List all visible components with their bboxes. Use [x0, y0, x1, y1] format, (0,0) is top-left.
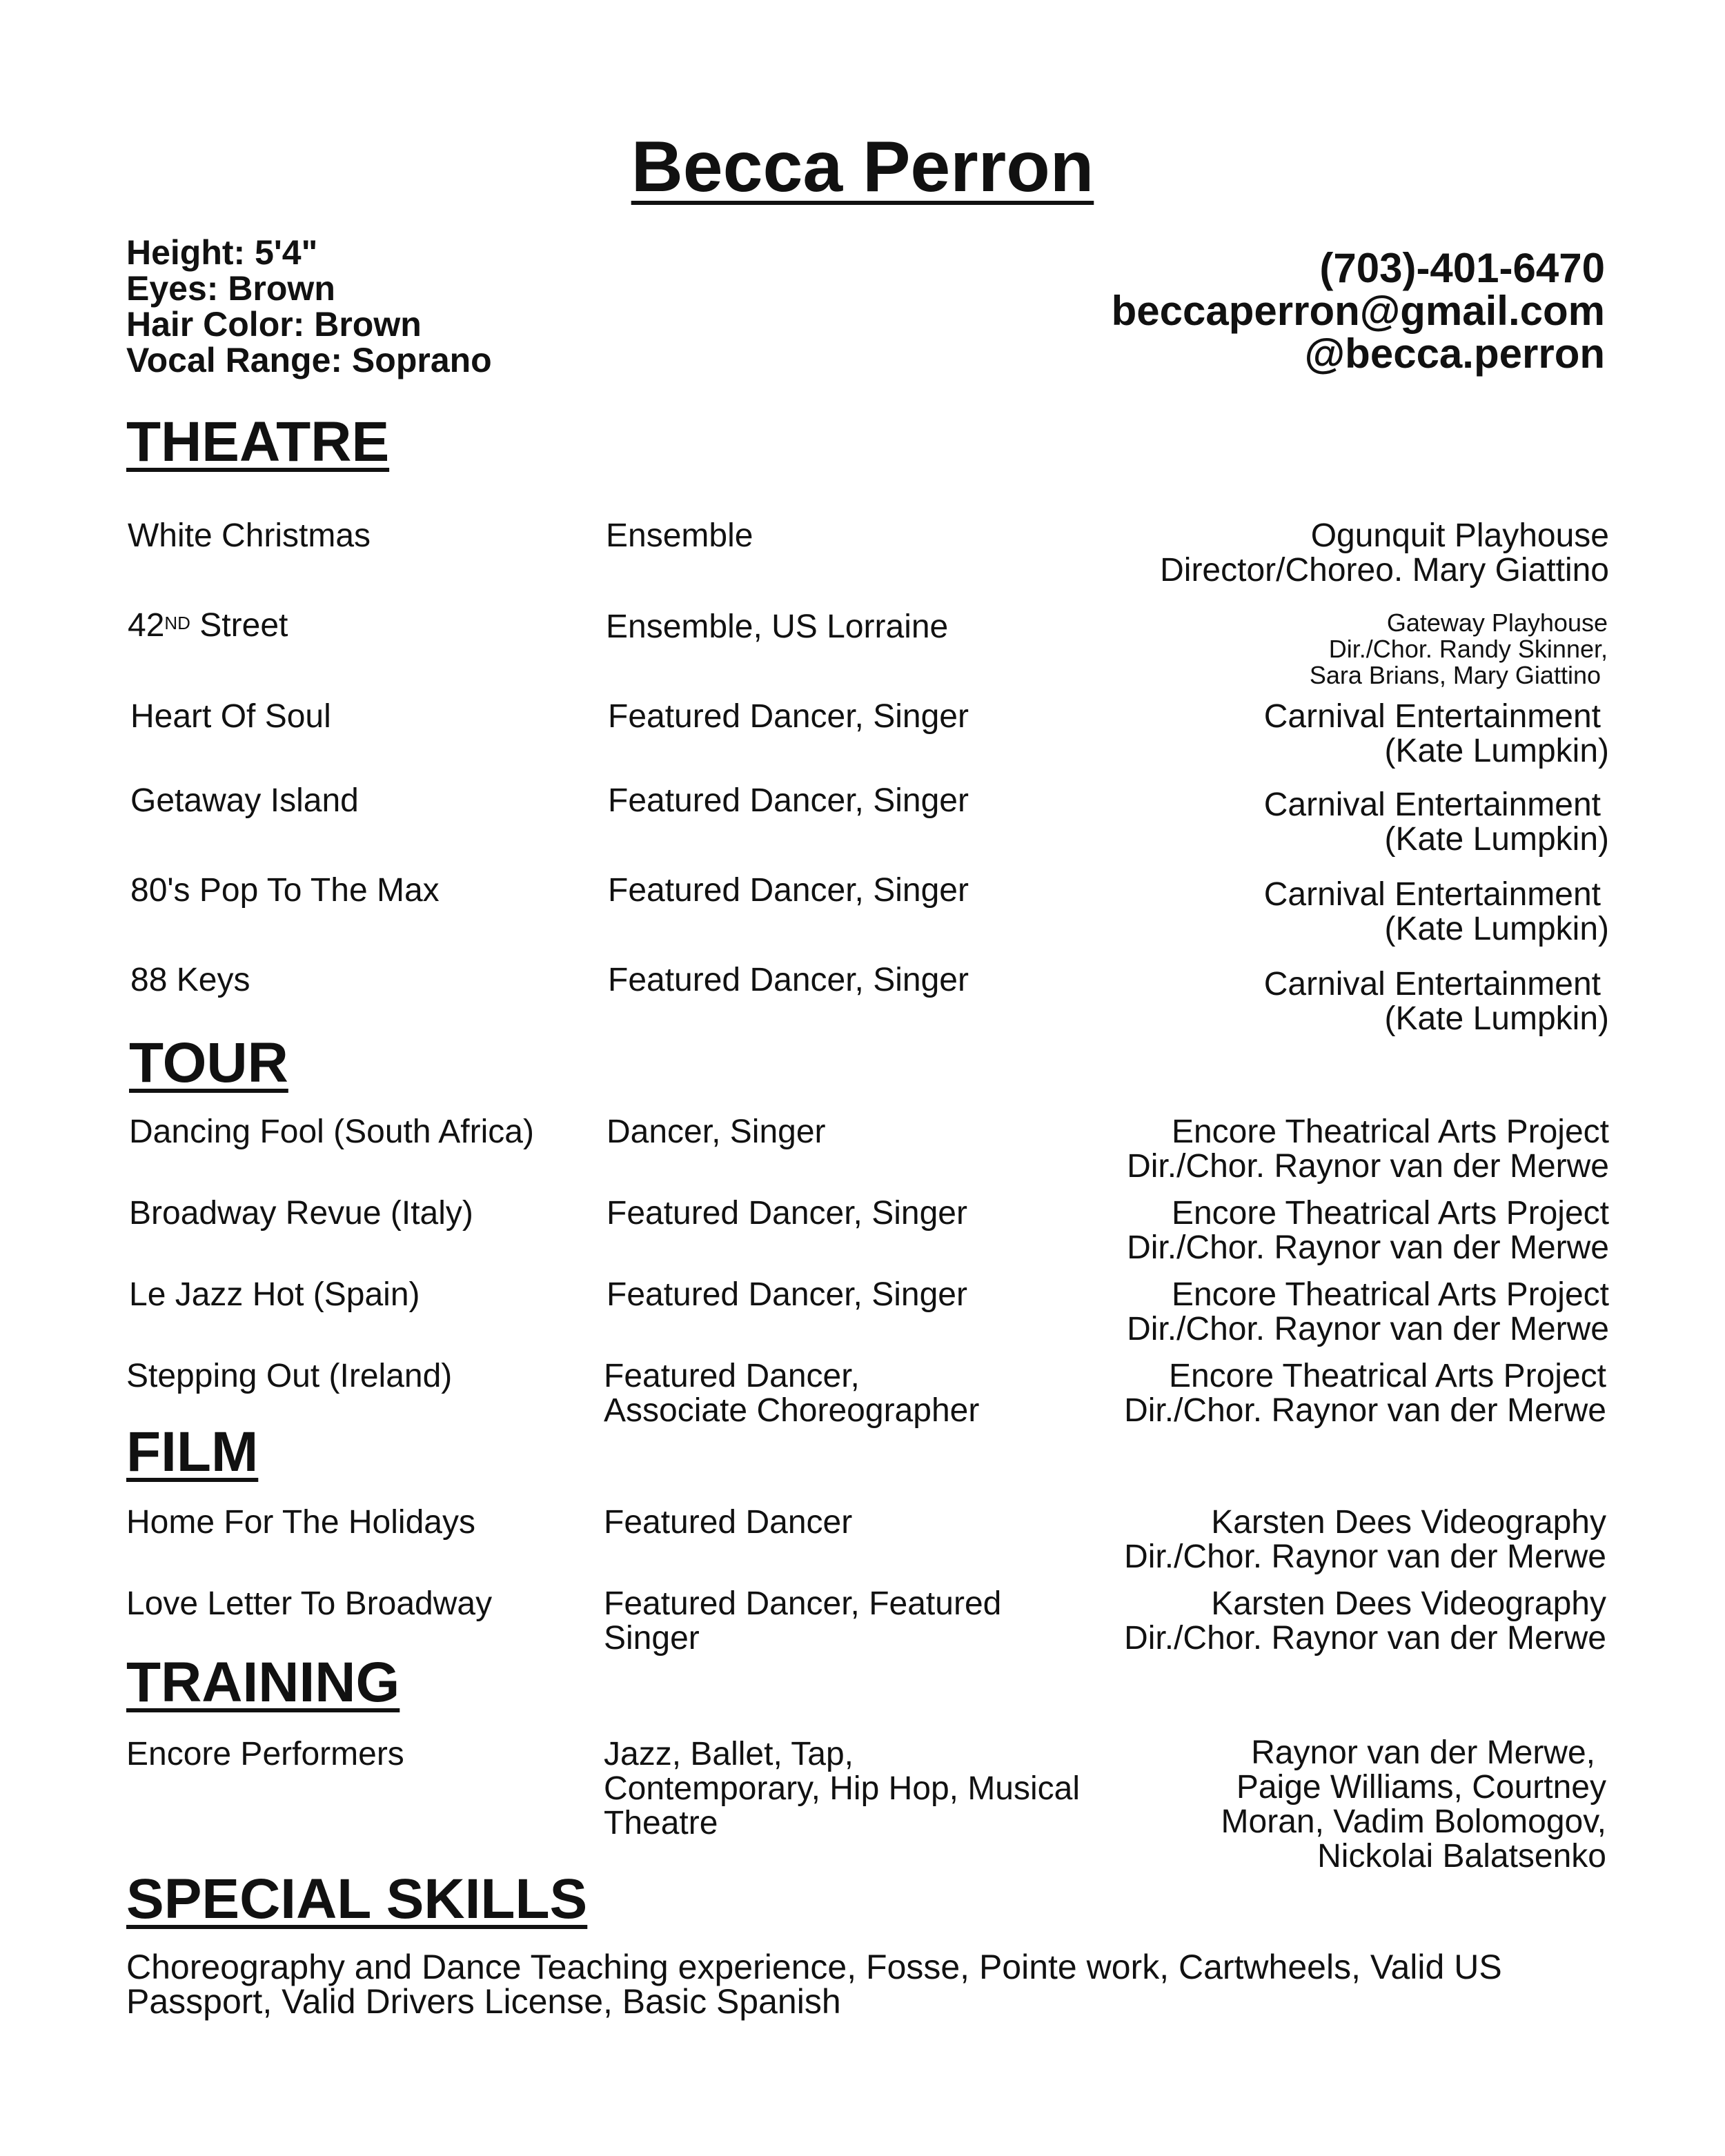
training-school: Encore Performers [126, 1736, 404, 1772]
theatre-company: Carnival Entertainment [1263, 698, 1601, 735]
theatre-role: Ensemble, US Lorraine [606, 609, 949, 645]
training-styles-line: Jazz, Ballet, Tap, [604, 1736, 854, 1772]
stat-hair: Hair Color: Brown [126, 305, 422, 344]
stat-height: Height: 5'4" [126, 233, 318, 272]
theatre-role: Featured Dancer, Singer [608, 872, 969, 909]
theatre-company: Gateway Playhouse [1386, 609, 1608, 637]
contact-email[interactable]: beccaperron@gmail.com [1111, 288, 1605, 334]
tour-credit [988, 1278, 1609, 1347]
tour-role-line: Featured Dancer, [604, 1358, 860, 1394]
skills-line: Passport, Valid Drivers License, Basic Spanish [126, 1982, 841, 2021]
tour-show: Stepping Out (Ireland) [126, 1358, 453, 1394]
theatre-director: (Kate Lumpkin) [1384, 821, 1609, 858]
tour-director: Dir./Chor. Raynor van der Merwe [1127, 1229, 1609, 1266]
tour-show: Dancing Fool (South Africa) [129, 1114, 534, 1150]
theatre-credit [987, 610, 1608, 689]
theatre-credit [988, 788, 1609, 857]
tour-director: Dir./Chor. Raynor van der Merwe [1127, 1311, 1609, 1347]
physical-stats [126, 235, 492, 378]
theatre-company: Carnival Entertainment [1263, 966, 1601, 1002]
theatre-company: Ogunquit Playhouse [1310, 517, 1609, 554]
theatre-director: Dir./Chor. Randy Skinner, [1328, 635, 1608, 663]
tour-company: Encore Theatrical Arts Project [1171, 1114, 1609, 1150]
theatre-director: Director/Choreo. Mary Giattino [1160, 552, 1609, 589]
theatre-director: (Kate Lumpkin) [1384, 911, 1609, 947]
film-role-line: Singer [604, 1620, 700, 1656]
theatre-role: Featured Dancer, Singer [608, 782, 969, 819]
film-role-line: Featured Dancer, Featured [604, 1585, 1002, 1622]
film-credit [985, 1505, 1606, 1574]
section-heading-training: TRAINING [126, 1651, 400, 1714]
training-styles-line: Theatre [604, 1805, 718, 1841]
theatre-credit [988, 967, 1609, 1036]
section-heading-tour: TOUR [129, 1031, 288, 1094]
film-role: Featured Dancer [604, 1504, 853, 1541]
film-show: Love Letter To Broadway [126, 1585, 493, 1622]
theatre-role: Featured Dancer, Singer [608, 962, 969, 998]
tour-show: Le Jazz Hot (Spain) [129, 1276, 420, 1313]
film-director: Dir./Chor. Raynor van der Merwe [1124, 1539, 1606, 1575]
theatre-company: Carnival Entertainment [1263, 876, 1601, 913]
tour-role: Featured Dancer, Singer [607, 1276, 967, 1313]
training-teacher-line: Paige Williams, Courtney [1236, 1769, 1606, 1806]
theatre-role: Featured Dancer, Singer [608, 698, 969, 735]
tour-director: Dir./Chor. Raynor van der Merwe [1127, 1148, 1609, 1185]
film-company: Karsten Dees Videography [1211, 1585, 1606, 1622]
stat-eyes: Eyes: Brown [126, 269, 335, 308]
special-skills-text [126, 1950, 1610, 2019]
theatre-company: Carnival Entertainment [1263, 787, 1601, 823]
section-heading-skills: SPECIAL SKILLS [126, 1868, 588, 1930]
skills-line: Choreography and Dance Teaching experience, Fosse, Pointe work, Cartwheels, Valid US [126, 1948, 1502, 1986]
training-teacher-line: Nickolai Balatsenko [1317, 1838, 1606, 1875]
theatre-show: White Christmas [128, 517, 371, 554]
film-director: Dir./Chor. Raynor van der Merwe [1124, 1620, 1606, 1656]
section-heading-film: FILM [126, 1421, 259, 1483]
theatre-director: (Kate Lumpkin) [1384, 1000, 1609, 1037]
tour-company: Encore Theatrical Arts Project [1168, 1358, 1606, 1394]
training-styles-line: Contemporary, Hip Hop, Musical [604, 1770, 1081, 1807]
training-teacher-line: Raynor van der Merwe, [1251, 1734, 1595, 1771]
tour-role: Featured Dancer, Singer [607, 1195, 967, 1232]
contact-info [1112, 247, 1605, 375]
tour-credit [985, 1359, 1606, 1428]
theatre-show: Getaway Island [130, 782, 359, 819]
theatre-director: (Kate Lumpkin) [1384, 733, 1609, 769]
theatre-credit [988, 878, 1609, 947]
film-show: Home For The Holidays [126, 1504, 475, 1541]
training-teacher-line: Moran, Vadim Bolomogov, [1221, 1803, 1606, 1840]
theatre-director-cont: Sara Brians, Mary Giattino [1309, 661, 1601, 689]
tour-credit [988, 1196, 1609, 1265]
theatre-show: 42ND Street [128, 607, 288, 644]
theatre-show: Heart Of Soul [130, 698, 331, 735]
contact-phone[interactable]: (703)-401-6470 [1319, 245, 1605, 291]
stat-vocal: Vocal Range: Soprano [126, 341, 492, 379]
film-credit [985, 1587, 1606, 1656]
tour-role-line: Associate Choreographer [604, 1392, 980, 1429]
theatre-credit [988, 700, 1609, 769]
tour-company: Encore Theatrical Arts Project [1171, 1195, 1609, 1232]
tour-director: Dir./Chor. Raynor van der Merwe [1124, 1392, 1606, 1429]
section-heading-theatre: THEATRE [126, 411, 390, 473]
tour-credit [988, 1115, 1609, 1184]
theatre-role: Ensemble [606, 517, 753, 554]
theatre-credit [988, 519, 1609, 588]
film-company: Karsten Dees Videography [1211, 1504, 1606, 1541]
tour-role: Dancer, Singer [607, 1114, 826, 1150]
tour-company: Encore Theatrical Arts Project [1171, 1276, 1609, 1313]
training-teachers [985, 1736, 1606, 1874]
tour-show: Broadway Revue (Italy) [129, 1195, 473, 1232]
contact-social[interactable]: @becca.perron [1304, 330, 1605, 377]
resume-name: Becca Perron [631, 127, 1094, 207]
theatre-show: 88 Keys [130, 962, 250, 998]
theatre-show: 80's Pop To The Max [130, 872, 440, 909]
